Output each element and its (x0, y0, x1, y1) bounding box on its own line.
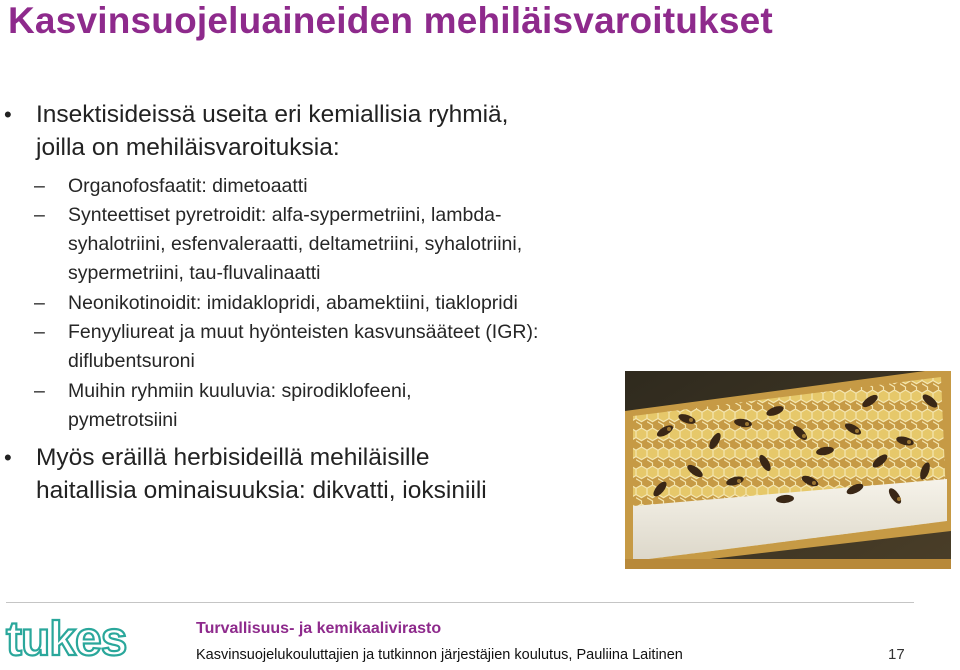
bullet-text-line: joilla on mehiläisvaroituksia: (36, 134, 340, 161)
sub-bullet-text: sypermetriini, tau-fluvalinaatti (68, 262, 321, 284)
sub-bullet-text: diflubentsuroni (68, 350, 195, 372)
honeycomb-bees-photo (625, 371, 951, 569)
bullet-text-line: haitallisia ominaisuuksia: dikvatti, ioksiniili (36, 477, 487, 504)
bullet-item (4, 441, 636, 507)
sub-bullet-text: Synteettiset pyretroidit: alfa-sypermetriini, lambda- (68, 204, 502, 226)
sub-bullet-text: Muihin ryhmiin kuuluvia: spirodiklofeeni, (68, 380, 412, 402)
footer-divider (6, 602, 914, 603)
logo-text: tukes (6, 613, 127, 665)
sub-bullet-text: pymetrotsiini (68, 409, 178, 431)
event-caption: Kasvinsuojelukouluttajien ja tutkinnon järjestäjien koulutus, Pauliina Laitinen (196, 647, 683, 663)
bullet-item (4, 98, 636, 164)
sub-bullet-item (34, 172, 628, 201)
sub-bullet-text: Fenyyliureat ja muut hyönteisten kasvunsääteet (IGR): (68, 321, 539, 343)
sub-bullet-dash: – (34, 204, 45, 226)
bullet-dot: • (4, 445, 12, 470)
sub-bullet-dash: – (34, 292, 45, 314)
sub-bullet-item (34, 377, 628, 435)
tukes-logo (4, 610, 139, 665)
sub-bullet-dash: – (34, 380, 45, 402)
sub-bullet-item (34, 289, 628, 318)
sub-bullet-text: Organofosfaatit: dimetoaatti (68, 175, 308, 197)
sub-bullet-dash: – (34, 321, 45, 343)
sub-bullet-text: syhalotriini, esfenvaleraatti, deltametriini, syhalotriini, (68, 233, 523, 255)
agency-name: Turvallisuus- ja kemikaalivirasto (196, 620, 442, 637)
bullet-text-line: Insektisideissä useita eri kemiallisia ryhmiä, (36, 101, 509, 128)
page-number: 17 (888, 646, 905, 663)
bullet-text-line: Myös eräillä herbisideillä mehiläisille (36, 444, 430, 471)
bullet-dot: • (4, 102, 12, 127)
sub-bullet-text: Neonikotinoidit: imidaklopridi, abamektiini, tiaklopridi (68, 292, 518, 314)
sub-bullet-item (34, 318, 628, 376)
slide-title: Kasvinsuojeluaineiden mehiläisvaroitukset (8, 0, 773, 41)
sub-bullet-dash: – (34, 175, 45, 197)
sub-bullet-item (34, 201, 628, 288)
